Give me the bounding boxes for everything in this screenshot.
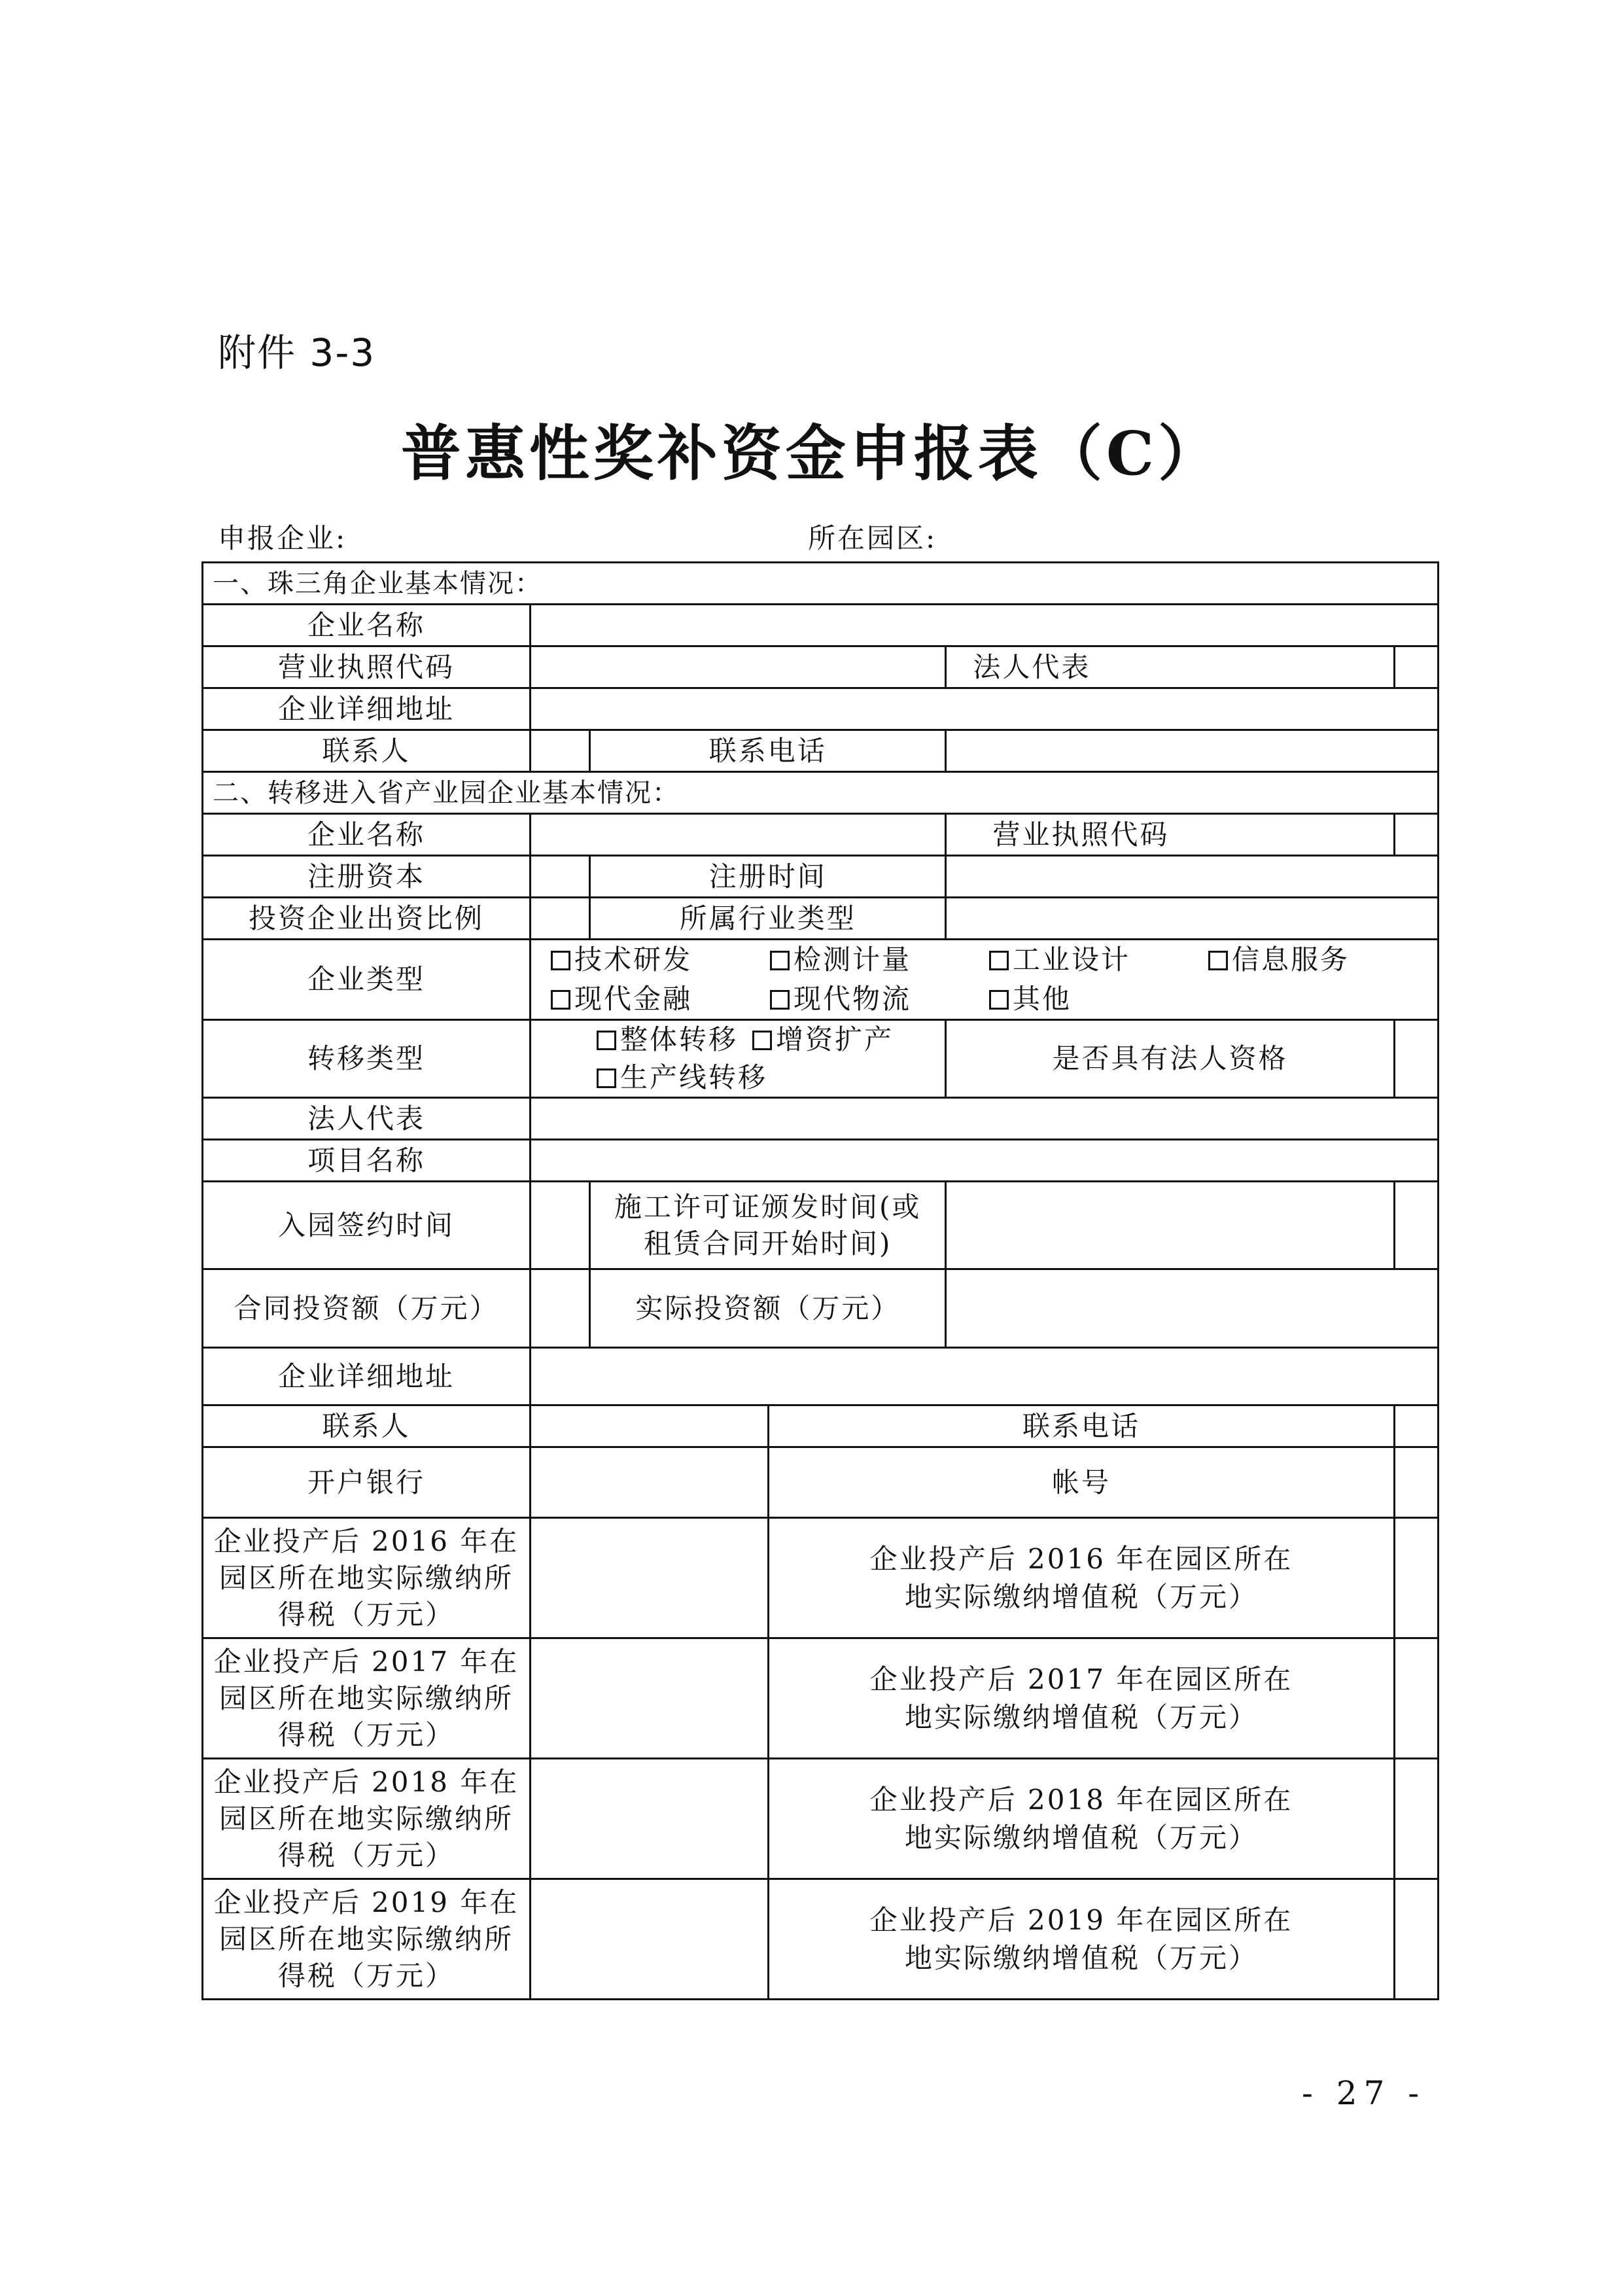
checkbox-icon[interactable] — [989, 951, 1009, 970]
s2-account-field[interactable] — [1394, 1447, 1438, 1518]
income-tax-label: 企业投产后 2018 年在 园区所在地实际缴纳所 得税（万元） — [203, 1759, 531, 1879]
s2-company-name-field[interactable] — [530, 814, 945, 856]
vat-field[interactable] — [1394, 1879, 1438, 2000]
tax-row — [203, 1638, 1439, 1759]
s2-address-label: 企业详细地址 — [203, 1348, 531, 1405]
s1-contact-field[interactable] — [530, 730, 589, 772]
checkbox-icon[interactable] — [989, 990, 1009, 1010]
s1-contact-label: 联系人 — [203, 730, 531, 772]
s1-license-code-field[interactable] — [530, 646, 945, 688]
s1-address-label: 企业详细地址 — [203, 688, 531, 730]
application-form-table — [201, 561, 1439, 2000]
s2-signing-time-label: 入园签约时间 — [203, 1182, 531, 1269]
tax-row — [203, 1759, 1439, 1879]
option-modern-logistics[interactable]: 现代物流 — [770, 980, 989, 1019]
option-line-transfer[interactable]: 生产线转移 — [597, 1059, 767, 1097]
section1-heading: 一、珠三角企业基本情况： — [203, 563, 1439, 605]
income-tax-field[interactable] — [530, 1638, 768, 1759]
option-modern-finance[interactable]: 现代金融 — [551, 980, 770, 1019]
s2-legal-person-status-label: 是否具有法人资格 — [946, 1020, 1394, 1098]
vat-field[interactable] — [1394, 1518, 1438, 1638]
s2-contact-field[interactable] — [530, 1405, 768, 1447]
income-tax-label: 企业投产后 2019 年在 园区所在地实际缴纳所 得税（万元） — [203, 1879, 531, 2000]
s2-license-code-label: 营业执照代码 — [946, 814, 1394, 856]
s2-signing-time-field[interactable] — [530, 1182, 589, 1269]
option-tech-rd[interactable]: 技术研发 — [551, 940, 770, 980]
s2-contract-investment-field[interactable] — [530, 1269, 589, 1348]
s2-permit-time-label: 施工许可证颁发时间(或 租赁合同开始时间) — [590, 1182, 946, 1269]
tax-row — [203, 1518, 1439, 1638]
income-tax-field[interactable] — [530, 1759, 768, 1879]
s1-phone-field[interactable] — [946, 730, 1439, 772]
s1-legal-rep-label: 法人代表 — [946, 646, 1394, 688]
s2-contract-investment-label: 合同投资额（万元） — [203, 1269, 531, 1348]
option-capital-expansion[interactable]: 增资扩产 — [752, 1021, 894, 1059]
option-info-service[interactable]: 信息服务 — [1208, 940, 1427, 980]
s2-legal-rep-field[interactable] — [530, 1098, 1438, 1140]
vat-label: 企业投产后 2019 年在园区所在 地实际缴纳增值税（万元） — [769, 1879, 1394, 2000]
checkbox-icon[interactable] — [597, 1069, 616, 1088]
s2-industry-type-label: 所属行业类型 — [590, 898, 946, 940]
option-other[interactable]: 其他 — [989, 980, 1208, 1019]
s2-bank-field[interactable] — [530, 1447, 768, 1518]
option-industrial-design[interactable]: 工业设计 — [989, 940, 1208, 980]
s2-contact-label: 联系人 — [203, 1405, 531, 1447]
checkbox-icon[interactable] — [770, 990, 790, 1010]
s2-address-field[interactable] — [530, 1348, 1438, 1405]
s2-phone-label: 联系电话 — [769, 1405, 1394, 1447]
vat-field[interactable] — [1394, 1638, 1438, 1759]
s2-legal-person-status-field[interactable] — [1394, 1020, 1438, 1098]
option-testing[interactable]: 检测计量 — [770, 940, 989, 980]
park-label: 所在园区: — [808, 522, 937, 554]
s2-registration-time-label: 注册时间 — [590, 856, 946, 898]
s2-transfer-type-label: 转移类型 — [203, 1020, 531, 1098]
tax-row — [203, 1879, 1439, 2000]
s2-project-name-label: 项目名称 — [203, 1140, 531, 1182]
income-tax-field[interactable] — [530, 1518, 768, 1638]
vat-label: 企业投产后 2018 年在园区所在 地实际缴纳增值税（万元） — [769, 1759, 1394, 1879]
s1-company-name-label: 企业名称 — [203, 605, 531, 646]
s2-investment-ratio-label: 投资企业出资比例 — [203, 898, 531, 940]
checkbox-icon[interactable] — [597, 1031, 616, 1050]
s2-registration-time-field[interactable] — [946, 856, 1439, 898]
s1-license-code-label: 营业执照代码 — [203, 646, 531, 688]
s2-registered-capital-label: 注册资本 — [203, 856, 531, 898]
s1-legal-rep-field[interactable] — [1394, 646, 1438, 688]
section2-heading: 二、转移进入省产业园企业基本情况： — [203, 772, 1439, 814]
checkbox-icon[interactable] — [551, 951, 570, 970]
s2-investment-ratio-field[interactable] — [530, 898, 589, 940]
vat-label: 企业投产后 2016 年在园区所在 地实际缴纳增值税（万元） — [769, 1518, 1394, 1638]
s2-actual-investment-label: 实际投资额（万元） — [590, 1269, 946, 1348]
s2-license-code-field[interactable] — [1394, 814, 1438, 856]
s2-phone-field[interactable] — [1394, 1405, 1438, 1447]
checkbox-icon[interactable] — [1208, 951, 1228, 970]
s2-account-label: 帐号 — [769, 1447, 1394, 1518]
s2-actual-investment-field[interactable] — [946, 1269, 1439, 1348]
s1-company-name-field[interactable] — [530, 605, 1438, 646]
checkbox-icon[interactable] — [752, 1031, 772, 1050]
vat-label: 企业投产后 2017 年在园区所在 地实际缴纳增值税（万元） — [769, 1638, 1394, 1759]
option-whole-transfer[interactable]: 整体转移 — [597, 1021, 738, 1059]
income-tax-label: 企业投产后 2016 年在 园区所在地实际缴纳所 得税（万元） — [203, 1518, 531, 1638]
s2-permit-time-field[interactable] — [946, 1182, 1394, 1269]
form-title: 普惠性奖补资金申报表（C） — [400, 418, 1223, 489]
vat-field[interactable] — [1394, 1759, 1438, 1879]
s2-enterprise-type-label: 企业类型 — [203, 940, 531, 1020]
s1-address-field[interactable] — [530, 688, 1438, 730]
s2-legal-rep-label: 法人代表 — [203, 1098, 531, 1140]
s2-industry-type-field[interactable] — [946, 898, 1439, 940]
checkbox-icon[interactable] — [770, 951, 790, 970]
s2-company-name-label: 企业名称 — [203, 814, 531, 856]
income-tax-label: 企业投产后 2017 年在 园区所在地实际缴纳所 得税（万元） — [203, 1638, 531, 1759]
s2-project-name-field[interactable] — [530, 1140, 1438, 1182]
s2-production-time-field[interactable] — [1394, 1182, 1438, 1269]
s2-registered-capital-field[interactable] — [530, 856, 589, 898]
applicant-label: 申报企业: — [218, 522, 347, 554]
page-number: - 27 - — [1302, 2074, 1426, 2112]
transfer-type-options — [530, 1020, 945, 1098]
checkbox-icon[interactable] — [551, 990, 570, 1010]
income-tax-field[interactable] — [530, 1879, 768, 2000]
s1-phone-label: 联系电话 — [590, 730, 946, 772]
enterprise-type-options — [530, 940, 1438, 1020]
s2-bank-label: 开户银行 — [203, 1447, 531, 1518]
attachment-label: 附件 3-3 — [218, 330, 376, 375]
